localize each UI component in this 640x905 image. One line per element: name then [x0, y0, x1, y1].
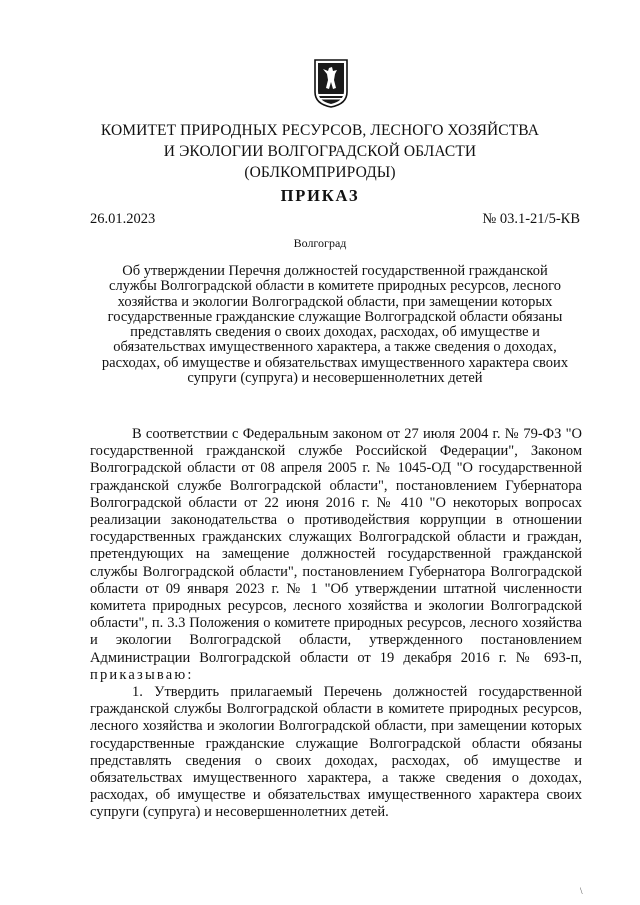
subject-line: Об утверждении Перечня должностей государственной гражданской [122, 263, 548, 279]
subject-line: супруги (супруга) и несовершеннолетних детей [187, 370, 483, 387]
org-line-2: И ЭКОЛОГИИ ВОЛГОГРАДСКОЙ ОБЛАСТИ [163, 143, 477, 160]
preamble-text: В соответствии с Федеральным законом от 27 июля 2004 г. № 79-ФЗ "О государственной гражданской службе Российской Федерации", Законом Волгоградской области от 08 апреля 2005 г. № 1045-ОД "О государственной гражданской службе Волгоградской области", постановлением Губернатора Волгоградской области от 22 июня 2016 г. № 410 "О некоторых вопросах реализации законодательства о противодействия коррупции в отношении государственных гражданских служащих Волгоградской области и граждан, претендующих на замещение должностей государственной гражданской службы Волгоградской области", постановлением Губернатора Волгоградской области от 09 января 2023 г. № 1 "Об утверждении штатной численности комитета природных ресурсов, лесного хозяйства и экологии Волгоградской области", п. 3.3 Положения о комитете природных ресурсов, лесного хозяйства и экологии Волгоградской области, утвержденного постановлением Администрации Волгоградской области от 19 декабря 2016 г. № 693-п, [90, 426, 582, 666]
subject-line: службы Волгоградской области в комитете природных ресурсов, лесного [109, 278, 561, 295]
document-body [90, 426, 582, 822]
org-line-3: (ОБЛКОМПРИРОДЫ) [244, 164, 396, 181]
document-subject [86, 264, 584, 386]
subject-line: обязательствах имущественного характера, а также сведения о доходах, [113, 339, 557, 356]
paragraph-item-1: 1. Утвердить прилагаемый Перечень должностей государственной гражданской службы Волгоградской области в комитете природных ресурсов, лесного хозяйства и экологии Волгоградской области, при замещении которых государственные гражданские служащие Волгоградской области обязаны представлять сведения о своих доходах, расходах, об имуществе и обязательствах имущественного характера, а также сведения о доходах, расходах, об имуществе и обязательствах имущественного характера своих супруги (супруга) и несовершеннолетних детей. [90, 684, 582, 821]
subject-line: хозяйства и экологии Волгоградской области, при замещении которых [117, 293, 553, 310]
subject-line: расходах, об имуществе и обязательствах имущественного характера своих [101, 354, 569, 371]
subject-line: государственные гражданские служащие Волгоградской области обязаны [107, 308, 563, 325]
document-city: Волгоград [293, 236, 347, 250]
subject-line: представлять сведения о своих доходах, расходах, об имуществе и [130, 324, 540, 341]
document-date: 26.01.2023 [90, 211, 156, 227]
footer-mark: \ [580, 886, 583, 896]
document-number: № 03.1-21/5-КВ [482, 211, 580, 227]
emblem-icon [313, 58, 349, 108]
organization-name [60, 120, 580, 183]
paragraph-preamble [90, 426, 582, 684]
order-word: приказываю: [90, 666, 194, 683]
document-type: ПРИКАЗ [280, 186, 360, 205]
org-line-1: КОМИТЕТ ПРИРОДНЫХ РЕСУРСОВ, ЛЕСНОГО ХОЗЯЙСТВА [100, 122, 540, 139]
